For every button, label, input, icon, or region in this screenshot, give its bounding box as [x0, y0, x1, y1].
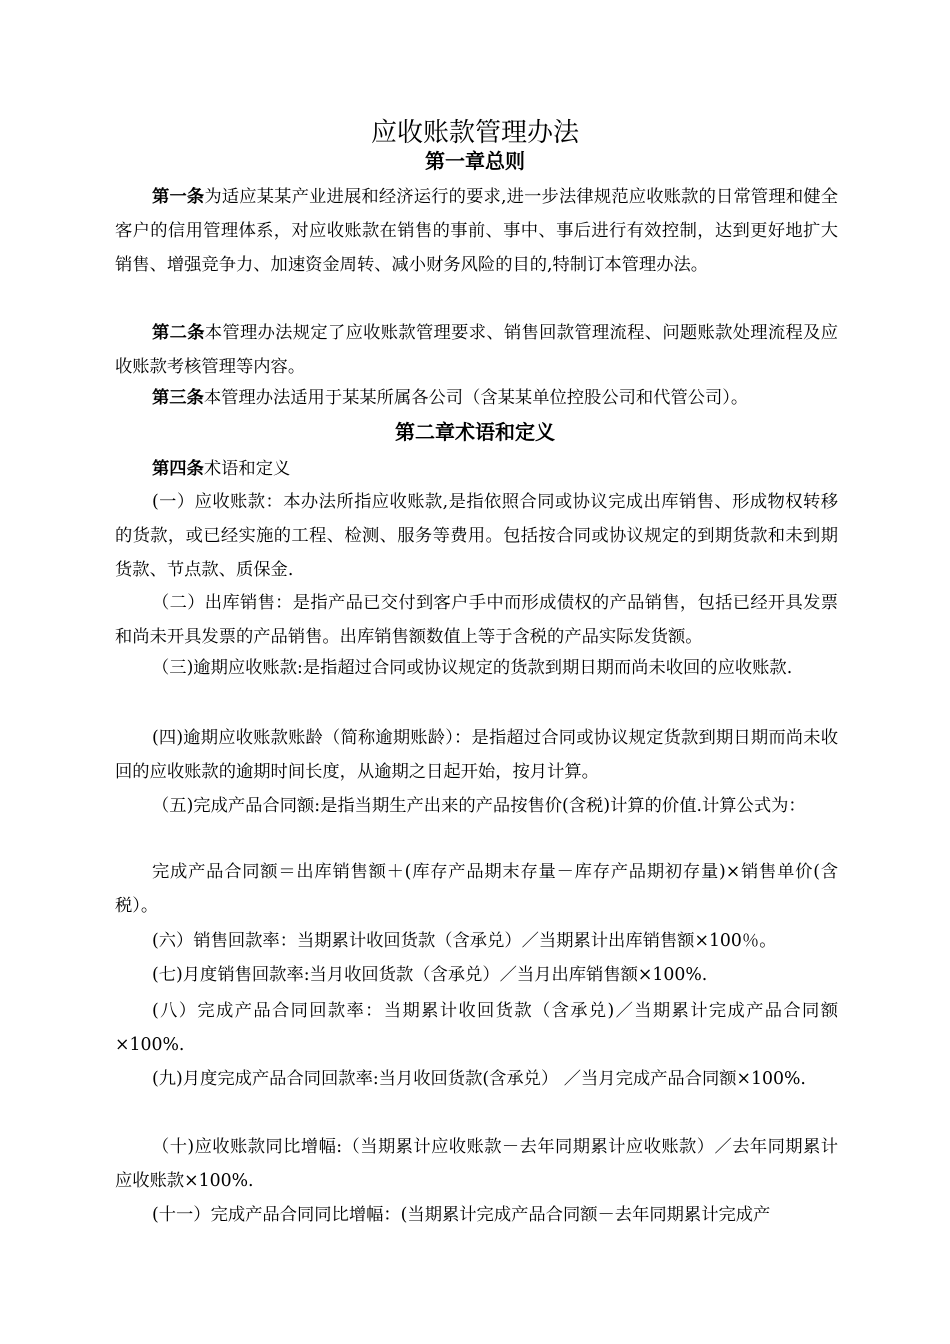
definition-paragraph: （五)完成产品合同额:是指当期生产出来的产品按售价(含税)计算的价值.计算公式为： [152, 796, 806, 816]
chapter-heading: 第二章术语和定义 [395, 420, 555, 444]
definition-paragraph: （十)应收账款同比增幅:（当期累计应收账款－去年同期累计应收账款）／去年同期累计应收账款×100%. [115, 1137, 838, 1191]
article-paragraph [115, 180, 838, 282]
article-paragraph [115, 381, 838, 415]
definition-paragraph: (七)月度销售回款率:当月收回货款（含承兑）／当月出库销售额×100%. [152, 965, 708, 985]
definition-paragraph: （三)逾期应收账款:是指超过合同或协议规定的货款到期日期而尚未收回的应收账款. [152, 658, 793, 678]
document-title: 应收账款管理办法 [370, 118, 579, 148]
article-label: 第三条 [152, 388, 204, 408]
article-label: 第二条 [152, 323, 205, 343]
definition-paragraph: (四)逾期应收账款账龄（简称逾期账龄）：是指超过合同或协议规定货款到期日期而尚未收回的应收账款的逾期时间长度，从逾期之日起开始，按月计算。 [115, 728, 838, 782]
article-paragraph [115, 452, 838, 486]
article-text: 为适应某某产业进展和经济运行的要求,进一步法律规范应收账款的日常管理和健全客户的信用管理体系，对应收账款在销售的事前、事中、事后进行有效控制，达到更好地扩大销售、增强竞争力、加速资金周转、减小财务风险的目的,特制订本管理办法。 [115, 187, 838, 275]
chapter-heading: 第一章总则 [425, 149, 525, 173]
article-paragraph [115, 316, 838, 384]
article-label: 第四条 [152, 459, 204, 479]
definition-paragraph: (一）应收账款：本办法所指应收账款,是指依照合同或协议完成出库销售、形成物权转移的货款，或已经实施的工程、检测、服务等费用。包括按合同或协议规定的到期货款和未到期货款、节点款、质保金. [115, 492, 838, 580]
definition-paragraph: (十一）完成产品合同同比增幅：(当期累计完成产品合同额－去年同期累计完成产 [152, 1205, 771, 1225]
formula-paragraph: 完成产品合同额＝出库销售额＋(库存产品期末存量－库存产品期初存量)×销售单价(含税）。 [115, 862, 838, 916]
article-text: 术语和定义 [203, 459, 291, 479]
article-text: 本管理办法规定了应收账款管理要求、销售回款管理流程、问题账款处理流程及应收账款考核管理等内容。 [115, 323, 838, 377]
definition-paragraph: （二）出库销售：是指产品已交付到客户手中而形成债权的产品销售，包括已经开具发票和尚未开具发票的产品销售。出库销售额数值上等于含税的产品实际发货额。 [115, 593, 838, 647]
article-text: 本管理办法适用于某某所属各公司（含某某单位控股公司和代管公司）。 [203, 388, 749, 408]
definition-paragraph: (六）销售回款率：当期累计收回货款（含承兑）／当期累计出库销售额×100％。 [152, 931, 777, 951]
article-label: 第一条 [152, 187, 205, 207]
definition-paragraph: (八）完成产品合同回款率：当期累计收回货款（含承兑)／当期累计完成产品合同额×100%. [115, 1001, 838, 1055]
definition-paragraph: (九)月度完成产品合同回款率:当月收回货款(含承兑） ／当月完成产品合同额×100%. [152, 1069, 806, 1089]
